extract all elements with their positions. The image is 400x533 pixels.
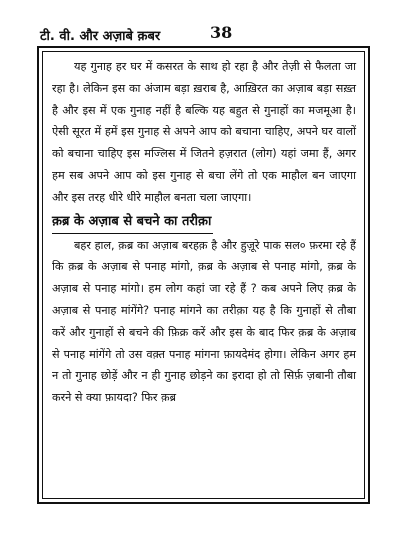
page-number: 38	[210, 23, 233, 42]
page-header	[22, 22, 378, 46]
section-heading-wrap	[52, 209, 356, 235]
body-paragraph: बहर हाल, क़ब्र का अज़ाब बरहक़ है और हुज़ूरे पाक सल० फ़रमा रहे हैं कि क़ब्र के अज़ाब से पनाह मांगो, क़ब्र के अज़ाब से पनाह मांगो, क़ब्र के अज़ाब से पनाह मांगो। हम लोग कहां जा रहे हैं ? कब अपने लिए क़ब्र के अज़ाब से पनाह मांगेंगे? पनाह मांगने का तरीक़ा यह है कि गुनाहों से तौबा करें और गुनाहों से बचने की फ़िक्र करें और इस के बाद फिर क़ब्र के अज़ाब से पनाह मांगेंगे तो उस वक़्त पनाह मांगना फ़ायदेमंद होगा। लेकिन अगर हम न तो गुनाह छोड़ें और न ही गुनाह छोड़ने का इरादा हो तो सिर्फ़ ज़बानी तौबा करने से क्या फ़ायदा? फिर क़ब्र	[52, 238, 356, 405]
section-heading: क़ब्र के अज़ाब से बचने का तरीक़ा	[52, 211, 213, 234]
body-paragraph: यह गुनाह हर घर में कसरत के साथ हो रहा है और तेज़ी से फैलता जा रहा है। लेकिन इस का अंजाम बड़ा ख़राब है, आख़िरत का अज़ाब बड़ा सख़्त है और इस में एक गुनाह नहीं है बल्कि यह बहुत से गुनाहों का मजमूआ है। ऐसी सूरत में हमें इस गुनाह से अपने आप को बचाना चाहिए, अपने घर वालों को बचाना चाहिए इस मज्लिस में जितने हज़रात (लोग) यहां जमा हैं, अगर हम सब अपने आप को इस गुनाह से बचा लेंगे तो एक माहौल बन जाएगा और इस तरह धीरे धीरे माहौल बनता चला जाएगा।	[52, 60, 356, 204]
running-title: टी. वी. और अज़ाबे क़बर	[40, 29, 161, 44]
page-body	[52, 56, 356, 409]
